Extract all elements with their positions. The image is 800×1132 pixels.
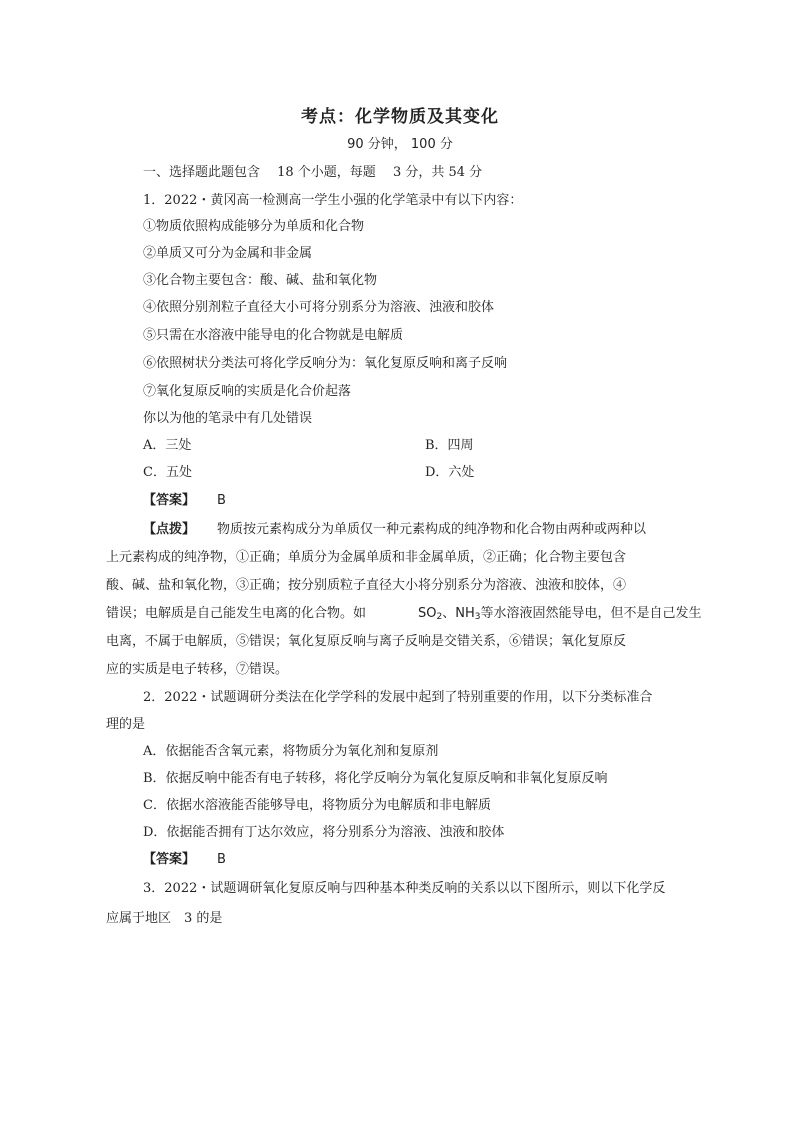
answer-tag: 【答案】 [143,852,196,867]
hint-text: 物质按元素构成分为单质仅一种元素构成的纯净物和化合物由两种或两种以 [217,522,647,537]
q2-option-b: B．依据反响中能否有电子转移，将化学反响分为氧化复原反响和非氧化复原反响 [143,771,608,786]
q2-option-c: C．依据水溶液能否能够导电，将物质分为电解质和非电解质 [143,798,491,813]
q1-item-7: ⑦氧化复原反响的实质是化合价起落 [143,384,352,399]
q1-option-b: B．四周 [425,438,474,453]
exam-duration-score: 90 分钟， 100 分 [347,137,453,152]
answer-tag: 【答案】 [143,493,196,508]
q2-answer [143,852,226,868]
q1-hint-line-5: 电离，不属于电解质，⑤错误；氧化复原反响与离子反响是交错关系，⑥错误；氧化复原反 [106,634,627,649]
hint-tag: 【点拨】 [143,522,196,537]
q1-item-6: ⑥依照树状分类法可将化学反响分为：氧化复原反响和离子反响 [143,356,508,371]
q2-stem-line-2: 理的是 [106,717,146,732]
q1-item-3: ③化合物主要包含：酸、碱、盐和氧化物 [143,273,378,288]
q2-option-a: A．依据能否含氧元素，将物质分为氧化剂和复原剂 [143,744,439,759]
q1-prompt: 你以为他的笔录中有几处错误 [143,411,313,426]
q1-item-1: ①物质依照构成能够分为单质和化合物 [143,219,365,234]
q1-hint-line-6: 应的实质是电子转移，⑦错误。 [106,662,289,677]
answer-value: B [217,493,226,508]
formula-so2: SO [418,606,437,621]
formula-subscript: 3 [474,612,481,622]
page-title: 考点：化学物质及其变化 [301,107,499,127]
q1-option-d: D．六处 [425,465,475,480]
formula-subscript: 2 [436,612,443,622]
q3-stem-line-2: 应属于地区 3 的是 [106,911,223,926]
q1-hint-line-3: 酸、碱、盐和氧化物，③正确；按分别质粒子直径大小将分别系分为溶液、浊液和胶体，④ [106,578,627,593]
q1-option-c: C．五处 [143,465,192,480]
q2-stem-line-1: 2．2022・试题调研分类法在化学学科的发展中起到了特别重要的作用，以下分类标准合 [143,690,653,705]
q1-item-2: ②单质又可分为金属和非金属 [143,246,313,261]
q2-option-d: D．依据能否拥有丁达尔效应，将分别系分为溶液、浊液和胶体 [143,825,505,840]
hint-text: 等水溶液固然能导电，但不是自己发生 [480,606,702,621]
q1-hint-line-1 [143,522,646,538]
q1-answer [143,493,226,509]
answer-value: B [217,852,226,867]
q1-stem: 1．2022・黄冈高一检测高一学生小强的化学笔录中有以下内容： [143,193,523,208]
q3-stem-line-1: 3．2022・试题调研氧化复原反响与四种基本种类反响的关系以以下图所示，则以下化学反 [143,881,666,896]
q1-item-4: ④依照分别剂粒子直径大小可将分别系分为溶液、浊液和胶体 [143,300,495,315]
q1-hint-line-4 [106,606,702,625]
q1-item-5: ⑤只需在水溶液中能导电的化合物就是电解质 [143,328,404,343]
q1-hint-line-2: 上元素构成的纯净物，①正确；单质分为金属单质和非金属单质，②正确；化合物主要包含 [106,550,627,565]
q1-option-a: A．三处 [143,438,192,453]
formula-nh3: 、NH [442,606,475,621]
section-heading: 一、选择题此题包含 18 个小题，每题 3 分，共 54 分 [143,165,483,180]
hint-text: 错误；电解质是自己能发生电离的化合物。如 [106,606,367,621]
